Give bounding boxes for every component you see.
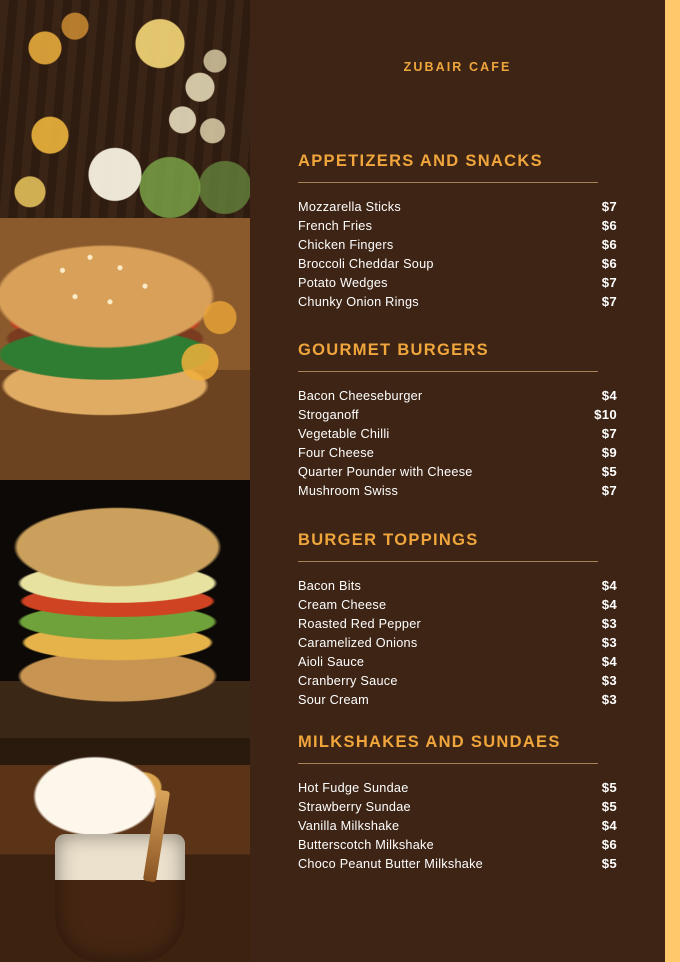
menu-item-list <box>298 780 617 871</box>
item-price: $6 <box>601 237 617 252</box>
menu-item <box>298 256 617 271</box>
item-price: $3 <box>601 673 617 688</box>
menu-item <box>298 837 617 852</box>
item-name: Chunky Onion Rings <box>298 295 419 309</box>
item-price: $7 <box>601 275 617 290</box>
item-name: Mushroom Swiss <box>298 484 399 498</box>
menu-item <box>298 616 617 631</box>
photo-cheese-board <box>0 0 250 218</box>
menu-panel <box>250 0 665 962</box>
section-title: APPETIZERS AND SNACKS <box>298 152 543 170</box>
sesame-seeds-detail <box>0 218 250 480</box>
item-price: $10 <box>594 407 617 422</box>
menu-item <box>298 483 617 498</box>
photo-double-burger <box>0 480 250 738</box>
item-price: $7 <box>601 199 617 214</box>
item-name: Four Cheese <box>298 446 375 460</box>
item-name: Roasted Red Pepper <box>298 617 421 631</box>
section-title: BURGER TOPPINGS <box>298 531 479 549</box>
item-price: $5 <box>601 780 617 795</box>
item-price: $4 <box>601 818 617 833</box>
item-name: Quarter Pounder with Cheese <box>298 465 473 479</box>
photo-column <box>0 0 250 962</box>
brand-title: ZUBAIR CAFE <box>403 60 512 74</box>
menu-item <box>298 407 617 422</box>
section-burger-toppings <box>250 531 665 707</box>
menu-item-list <box>298 578 617 707</box>
item-price: $7 <box>601 426 617 441</box>
photo-sesame-burger <box>0 218 250 480</box>
item-name: Stroganoff <box>298 408 359 422</box>
menu-item <box>298 597 617 612</box>
item-name: Strawberry Sundae <box>298 800 411 814</box>
section-appetizers-and-snacks <box>250 152 665 309</box>
section-divider <box>298 763 598 764</box>
item-price: $5 <box>601 464 617 479</box>
item-price: $5 <box>601 856 617 871</box>
menu-item <box>298 426 617 441</box>
menu-item <box>298 237 617 252</box>
section-divider <box>298 561 598 562</box>
item-name: Mozzarella Sticks <box>298 200 401 214</box>
item-name: Caramelized Onions <box>298 636 418 650</box>
menu-item <box>298 635 617 650</box>
menu-item <box>298 799 617 814</box>
item-name: Vegetable Chilli <box>298 427 390 441</box>
menu-item <box>298 275 617 290</box>
item-name: Bacon Cheeseburger <box>298 389 423 403</box>
menu-item <box>298 818 617 833</box>
item-price: $4 <box>601 388 617 403</box>
menu-item <box>298 218 617 233</box>
item-price: $4 <box>601 654 617 669</box>
item-name: Choco Peanut Butter Milkshake <box>298 857 483 871</box>
sundae-glass-detail <box>55 834 185 962</box>
item-price: $5 <box>601 799 617 814</box>
item-price: $4 <box>601 597 617 612</box>
item-price: $4 <box>601 578 617 593</box>
item-name: Bacon Bits <box>298 579 362 593</box>
menu-item <box>298 856 617 871</box>
item-name: Potato Wedges <box>298 276 388 290</box>
photo-pretzel-sundae <box>0 738 250 962</box>
section-gourmet-burgers <box>250 341 665 498</box>
menu-item <box>298 654 617 669</box>
item-price: $6 <box>601 837 617 852</box>
menu-item <box>298 388 617 403</box>
item-name: Cranberry Sauce <box>298 674 398 688</box>
item-price: $3 <box>601 692 617 707</box>
menu-item <box>298 464 617 479</box>
item-price: $7 <box>601 483 617 498</box>
item-price: $3 <box>601 635 617 650</box>
item-name: Hot Fudge Sundae <box>298 781 409 795</box>
item-price: $6 <box>601 256 617 271</box>
item-name: Broccoli Cheddar Soup <box>298 257 434 271</box>
right-border-strip <box>665 0 680 962</box>
menu-item <box>298 673 617 688</box>
item-name: Vanilla Milkshake <box>298 819 400 833</box>
section-title: GOURMET BURGERS <box>298 341 489 359</box>
section-divider <box>298 182 598 183</box>
section-divider <box>298 371 598 372</box>
menu-item <box>298 294 617 309</box>
menu-item-list <box>298 388 617 498</box>
menu-item <box>298 578 617 593</box>
item-name: Aioli Sauce <box>298 655 365 669</box>
item-name: Cream Cheese <box>298 598 387 612</box>
item-name: Chicken Fingers <box>298 238 394 252</box>
item-name: Butterscotch Milkshake <box>298 838 434 852</box>
section-milkshakes-and-sundaes <box>250 733 665 871</box>
menu-item <box>298 692 617 707</box>
section-title: MILKSHAKES AND SUNDAES <box>298 733 561 751</box>
item-name: Sour Cream <box>298 693 369 707</box>
item-price: $7 <box>601 294 617 309</box>
menu-item <box>298 445 617 460</box>
menu-item <box>298 199 617 214</box>
menu-item-list <box>298 199 617 309</box>
item-price: $6 <box>601 218 617 233</box>
item-name: French Fries <box>298 219 373 233</box>
menu-item <box>298 780 617 795</box>
item-price: $3 <box>601 616 617 631</box>
item-price: $9 <box>601 445 617 460</box>
